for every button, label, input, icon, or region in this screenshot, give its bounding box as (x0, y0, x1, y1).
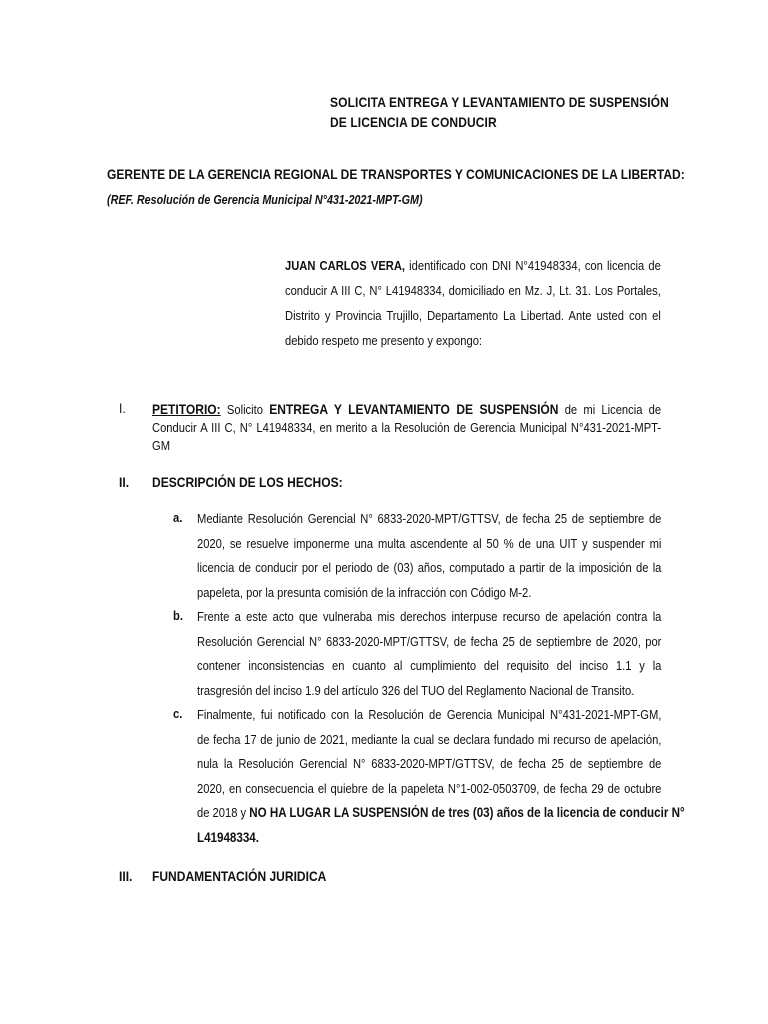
petitorio-line-1: PETITORIO: Solicito ENTREGA Y LEVANTAMIENTO DE SUSPENSIÓN de mi Licencia de (152, 401, 662, 417)
subject-line-2: DE LICENCIA DE CONDUCIR (330, 114, 497, 130)
item-c-line-5: de 2018 y NO HA LUGAR LA SUSPENSIÓN de tres (03) años de la licencia de conducir N° (197, 805, 685, 820)
section-1-number: I. (119, 400, 126, 416)
item-c-line-6: L41948334. (197, 829, 259, 845)
section-2-number: II. (119, 474, 130, 490)
item-a-paragraph: Mediante Resolución Gerencial N° 6833-2020-MPT/GTTSV, de fecha 25 de septiembre de 2020, se resuelve imponerme una multa ascendente al 50 % de una UIT y suspender mi licencia de conducir por el periodo de (03) años, computado a partir de la imposición de la papeleta, por la presunta comisión de la infracción con Código M-2. (197, 511, 662, 600)
petitorio-line-2: Conducir A III C, N° L41948334, en merito a la Resolución de Gerencia Municipal N°431-2021-MPT- (152, 420, 662, 435)
section-2-title: DESCRIPCIÓN DE LOS HECHOS: (152, 474, 343, 490)
item-b-paragraph: Frente a este acto que vulneraba mis derechos interpuse recurso de apelación contra la Resolución Gerencial N° 6833-2020-MPT/GTTSV, de fecha 25 de septiembre de 2020, por contener inconsistencias en cuanto al cumplimiento del requisito del inciso 1.1 y la trasgresión del inciso 1.9 del artículo 326 del TUO del Reglamento Nacional de Transito. (197, 609, 662, 698)
item-a-marker: a. (173, 510, 183, 525)
section-1-petitorio (152, 400, 661, 455)
item-b-marker: b. (173, 608, 183, 623)
subject-line-1: SOLICITA ENTREGA Y LEVANTAMIENTO DE SUSPENSIÓN (330, 94, 669, 110)
petitorio-title: PETITORIO: (152, 401, 221, 417)
subject-block (330, 92, 714, 132)
item-c-marker: c. (173, 706, 183, 721)
intro-line-1: JUAN CARLOS VERA, identificado con DNI N°41948334, con licencia de (285, 258, 661, 273)
section-3-title: FUNDAMENTACIÓN JURIDICA (152, 868, 327, 884)
intro-line-4: debido respeto me presento y expongo: (285, 333, 483, 348)
intro-line-2: conducir A III C, N° L41948334, domiciliado en Mz. J, Lt. 31. Los Portales, (285, 283, 661, 298)
intro-paragraph (285, 253, 661, 353)
intro-line-3: Distrito y Provincia Trujillo, Departamento La Libertad. Ante usted con el (285, 308, 661, 323)
petitorio-line-3: GM (152, 438, 171, 453)
section-3-number: III. (119, 868, 133, 884)
item-c-paragraph: Finalmente, fui notificado con la Resolución de Gerencia Municipal N°431-2021-MPT-GM, de fecha 17 de junio de 2021, mediante la cual se declara fundado mi recurso de apelación, nula la Resolución Gerencial N° 6833-2020-MPT/GTTSV, de fecha 25 de septiembre de 2020, en consecuencia el quiebre de la papeleta N°1-002-0503709, de fecha 29 de octubre de 2018 y NO HA LUGAR LA SUSPENSIÓN de tres (03) años de la licencia de conducir N° L41948334. (197, 703, 661, 850)
applicant-name: JUAN CARLOS VERA, (285, 258, 406, 273)
addressee: GERENTE DE LA GERENCIA REGIONAL DE TRANSPORTES Y COMUNICACIONES DE LA LIBERTAD: (107, 166, 685, 182)
reference: (REF. Resolución de Gerencia Municipal N°431-2021-MPT-GM) (107, 193, 423, 207)
